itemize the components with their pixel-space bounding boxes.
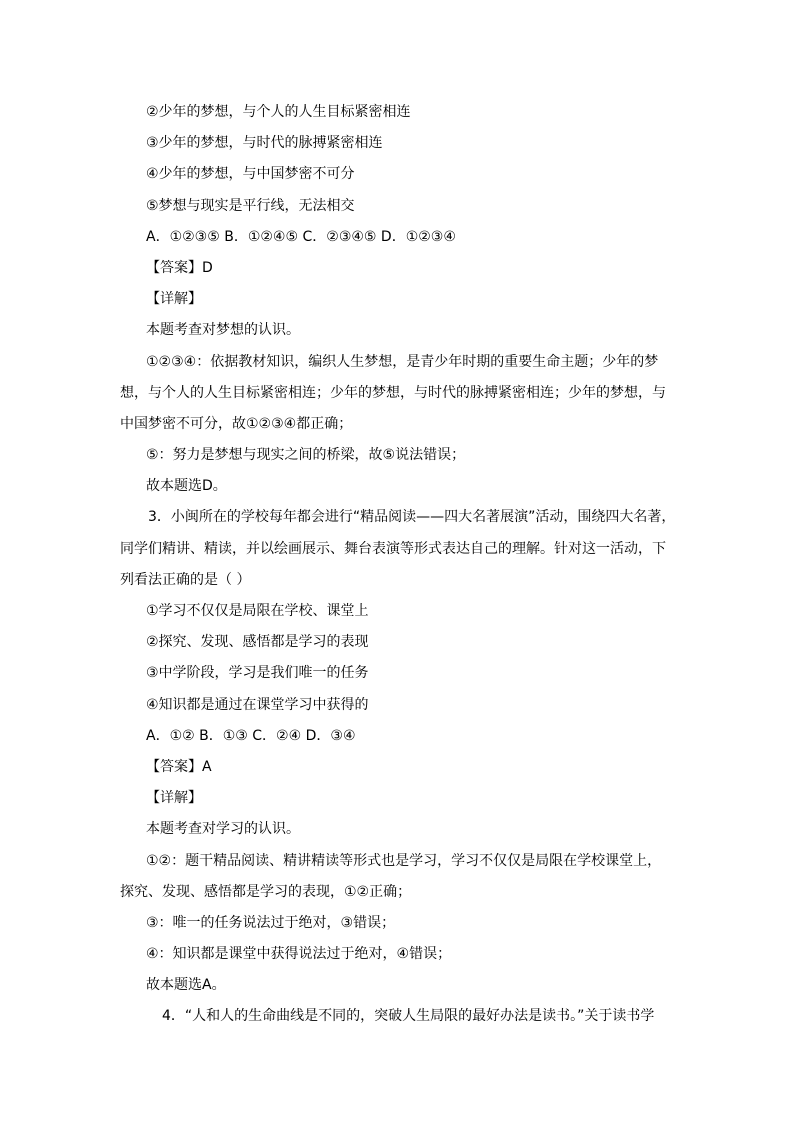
text-line: 【详解】 — [146, 291, 202, 308]
text-line: 中国梦密不可分，故①②③④都正确； — [120, 415, 353, 432]
text-line: 列看法正确的是（ ） — [120, 571, 251, 588]
text-line: A．①② B．①③ C．②④ D．③④ — [146, 727, 356, 744]
text-line: ⑤：努力是梦想与现实之间的桥梁，故⑤说法错误； — [146, 447, 466, 464]
text-line: ③中学阶段，学习是我们唯一的任务 — [146, 665, 369, 682]
text-line: 同学们精讲、精读，并以绘画展示、舞台表演等形式表达自己的理解。针对这一活动，下 — [120, 540, 666, 557]
text-line: 本题考查对学习的认识。 — [146, 821, 300, 838]
text-line: ③少年的梦想，与时代的脉搏紧密相连 — [146, 135, 383, 152]
text-line: ②少年的梦想，与个人的人生目标紧密相连 — [146, 104, 411, 120]
text-line: 3．小闽所在的学校每年都会进行“精品阅读——四大名著展演”活动，围绕四大名著， — [148, 509, 676, 526]
text-line: ①②③④：依据教材知识，编织人生梦想，是青少年时期的重要生命主题；少年的梦 — [146, 353, 659, 370]
text-line: ④少年的梦想，与中国梦密不可分 — [146, 166, 355, 183]
text-line: 4．“人和人的生命曲线是不同的，突破人生局限的最好办法是读书。”关于读书学 — [162, 1008, 655, 1025]
text-line: 探究、发现、感悟都是学习的表现，①②正确； — [120, 883, 412, 900]
text-line: ④知识都是通过在课堂学习中获得的 — [146, 696, 369, 713]
text-line: ③：唯一的任务说法过于绝对，③错误； — [146, 914, 396, 931]
document-page — [120, 101, 680, 1037]
text-line: ⑤梦想与现实是平行线，无法相交 — [146, 197, 355, 214]
text-line: ①②：题干精品阅读、精讲精读等形式也是学习，学习不仅仅是局限在学校课堂上， — [146, 852, 662, 869]
text-line: 故本题选D。 — [146, 478, 227, 495]
text-line: A．①②③⑤ B．①②④⑤ C．②③④⑤ D．①②③④ — [146, 228, 456, 245]
text-line: 故本题选A。 — [146, 977, 226, 994]
text-line: 本题考查对梦想的认识。 — [146, 322, 300, 339]
text-line: ①学习不仅仅是局限在学校、课堂上 — [146, 603, 369, 619]
text-line: 想，与个人的人生目标紧密相连；少年的梦想，与时代的脉搏紧密相连；少年的梦想，与 — [120, 384, 666, 401]
text-line: 【答案】D — [146, 259, 213, 276]
text-line: ②探究、发现、感悟都是学习的表现 — [146, 634, 369, 651]
text-line: ④：知识都是课堂中获得说法过于绝对，④错误； — [146, 946, 452, 963]
text-line: 【详解】 — [146, 790, 202, 807]
text-line: 【答案】A — [146, 758, 212, 775]
